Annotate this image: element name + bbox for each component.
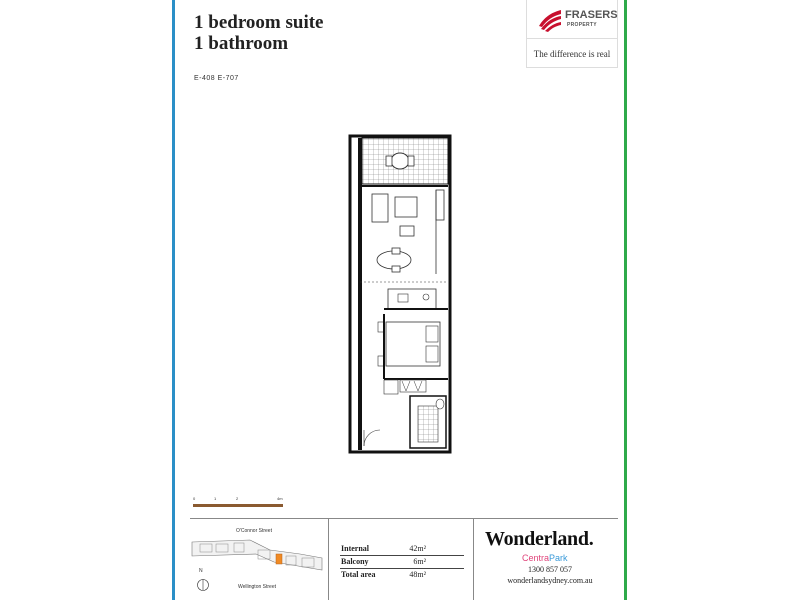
project-sub-logo — [522, 553, 568, 563]
title-line-bathroom: 1 bathroom — [194, 33, 289, 54]
scale-bar — [193, 496, 288, 516]
north-label: N — [199, 568, 203, 574]
project-sub-a: Centra — [522, 553, 550, 563]
street-top-label: O'Connor Street — [236, 528, 272, 534]
project-phone: 1300 857 057 — [528, 565, 572, 574]
area-value: 48m² — [409, 570, 426, 579]
left-edge-stripe — [172, 0, 175, 600]
scale-label-4m: 4m — [277, 496, 283, 501]
area-row-total — [340, 569, 464, 581]
north-arrow-icon — [196, 574, 210, 592]
floor-plan — [348, 134, 458, 454]
project-logo: Wonderland. — [485, 528, 594, 550]
page-title — [194, 12, 323, 54]
right-edge-stripe — [624, 0, 627, 600]
scale-label-2: 2 — [236, 496, 239, 501]
logo-divider — [527, 38, 617, 39]
area-label: Total area — [341, 570, 376, 579]
key-map — [190, 522, 325, 598]
area-row-internal — [340, 543, 464, 556]
area-label: Balcony — [341, 557, 369, 566]
scale-label-1: 1 — [214, 496, 217, 501]
divider-keymap — [328, 518, 329, 600]
area-table — [340, 543, 464, 581]
bottom-rule — [190, 518, 618, 519]
brand-sub: PROPERTY — [567, 22, 597, 28]
site-map — [190, 536, 325, 576]
divider-areas — [473, 518, 474, 600]
brand-name: FRASERS — [565, 9, 618, 21]
area-row-balcony — [340, 556, 464, 569]
scale-bar-line — [193, 504, 283, 507]
area-value: 42m² — [409, 544, 426, 553]
project-sub-b: Park — [549, 553, 568, 563]
unit-codes: E-408 E-707 — [194, 75, 239, 82]
project-url: wonderlandsydney.com.au — [507, 576, 593, 585]
area-label: Internal — [341, 544, 369, 553]
frasers-logo-box — [526, 0, 618, 68]
frasers-logo-icon — [537, 6, 563, 32]
street-bottom-label: Wellington Street — [238, 584, 276, 590]
brand-tagline: The difference is real — [533, 49, 611, 59]
area-value: 6m² — [413, 557, 426, 566]
title-line-bedroom: 1 bedroom suite — [194, 12, 324, 33]
scale-label-0: 0 — [193, 496, 196, 501]
